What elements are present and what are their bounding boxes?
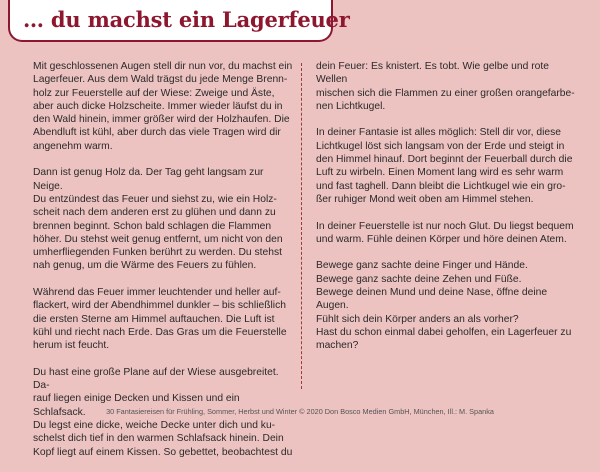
copyright-footer: 30 Fantasiereisen für Frühling, Sommer, Herbst und Winter © 2020 Don Bosco Medien GmbH, München, Ill.: M. Spanka xyxy=(106,407,494,416)
paragraph: Dann ist genug Holz da. Der Tag geht langsam zur Neige. Du entzündest das Feuer und siehst zu, wie ein Holz- scheit nach dem anderen erst zu glühen und dann zu brennen beginnt. Schon bald schlagen die Flammen höher. Du stehst weit genug entfernt, um nicht von den umherfliegenden Funken berührt zu werden. Du stehst nah genug, um die Wärme des Feuers zu fühlen. xyxy=(33,167,283,272)
paragraph: In deiner Fantasie ist alles möglich: Stell dir vor, diese Lichtkugel löst sich langsam von der Erde und steigt in den Himmel hinauf. Dort beginnt der Feuerball durch die Luft zu wirbeln. Einen Moment lang wird es sehr warm und fast taghell. Dann bleibt die Lichtkugel wie ein gro- ßer ruhiger Mond weit oben am Himmel stehen. xyxy=(316,127,573,205)
column-divider xyxy=(301,63,302,389)
paragraph: In deiner Feuerstelle ist nur noch Glut. Du liegst bequem und warm. Fühle deinen Körper und höre deinen Atem. xyxy=(316,220,574,245)
title-tab xyxy=(8,0,350,42)
paragraph: Mit geschlossenen Augen stell dir nun vor, du machst ein Lagerfeuer. Aus dem Wald trägst du jede Menge Brenn- holz zur Feuerstelle auf der Wiese: Zweige und Äste, aber auch dicke Holzscheite. Immer wieder läufst du in den Wald hinein, immer größer wird der Holzhaufen. Die Abendluft ist kühl, aber durch das viele Tragen wird dir angenehm warm. xyxy=(33,61,293,152)
paragraph: dein Feuer: Es knistert. Es tobt. Wie gelbe und rote Wellen mischen sich die Flammen zu einer großen orangefarbe- nen Lichtkugel. xyxy=(316,61,575,112)
page-title: … du machst ein Lagerfeuer xyxy=(23,7,350,32)
paragraph: Bewege ganz sachte deine Finger und Hände. Bewege ganz sachte deine Zehen und Füße. Bewege deinen Mund und deine Nase, öffne deine Augen. Fühlt sich dein Körper anders an als vorher? Hast du schon einmal dabei geholfen, ein Lagerfeuer zu machen? xyxy=(316,260,572,352)
paragraph: Du hast eine große Plane auf der Wiese ausgebreitet. Da- rauf liegen einige Decken und Kissen und ein Schlafsack. Du legst eine dicke, weiche Decke unter dich und ku- schelst dich tief in den warmen Schlafsack hinein. Dein Kopf liegt auf einem Kissen. So gebettet, beobachtest du xyxy=(33,366,293,458)
right-column xyxy=(316,60,578,366)
paragraph: Während das Feuer immer leuchtender und heller auf- flackert, wird der Abendhimmel dunkler – bis schließlich die ersten Sterne am Himmel auftauchen. Die Luft ist kühl und riecht nach Erde. Das Gras um die Feuerstelle herum ist feucht. xyxy=(33,287,287,352)
